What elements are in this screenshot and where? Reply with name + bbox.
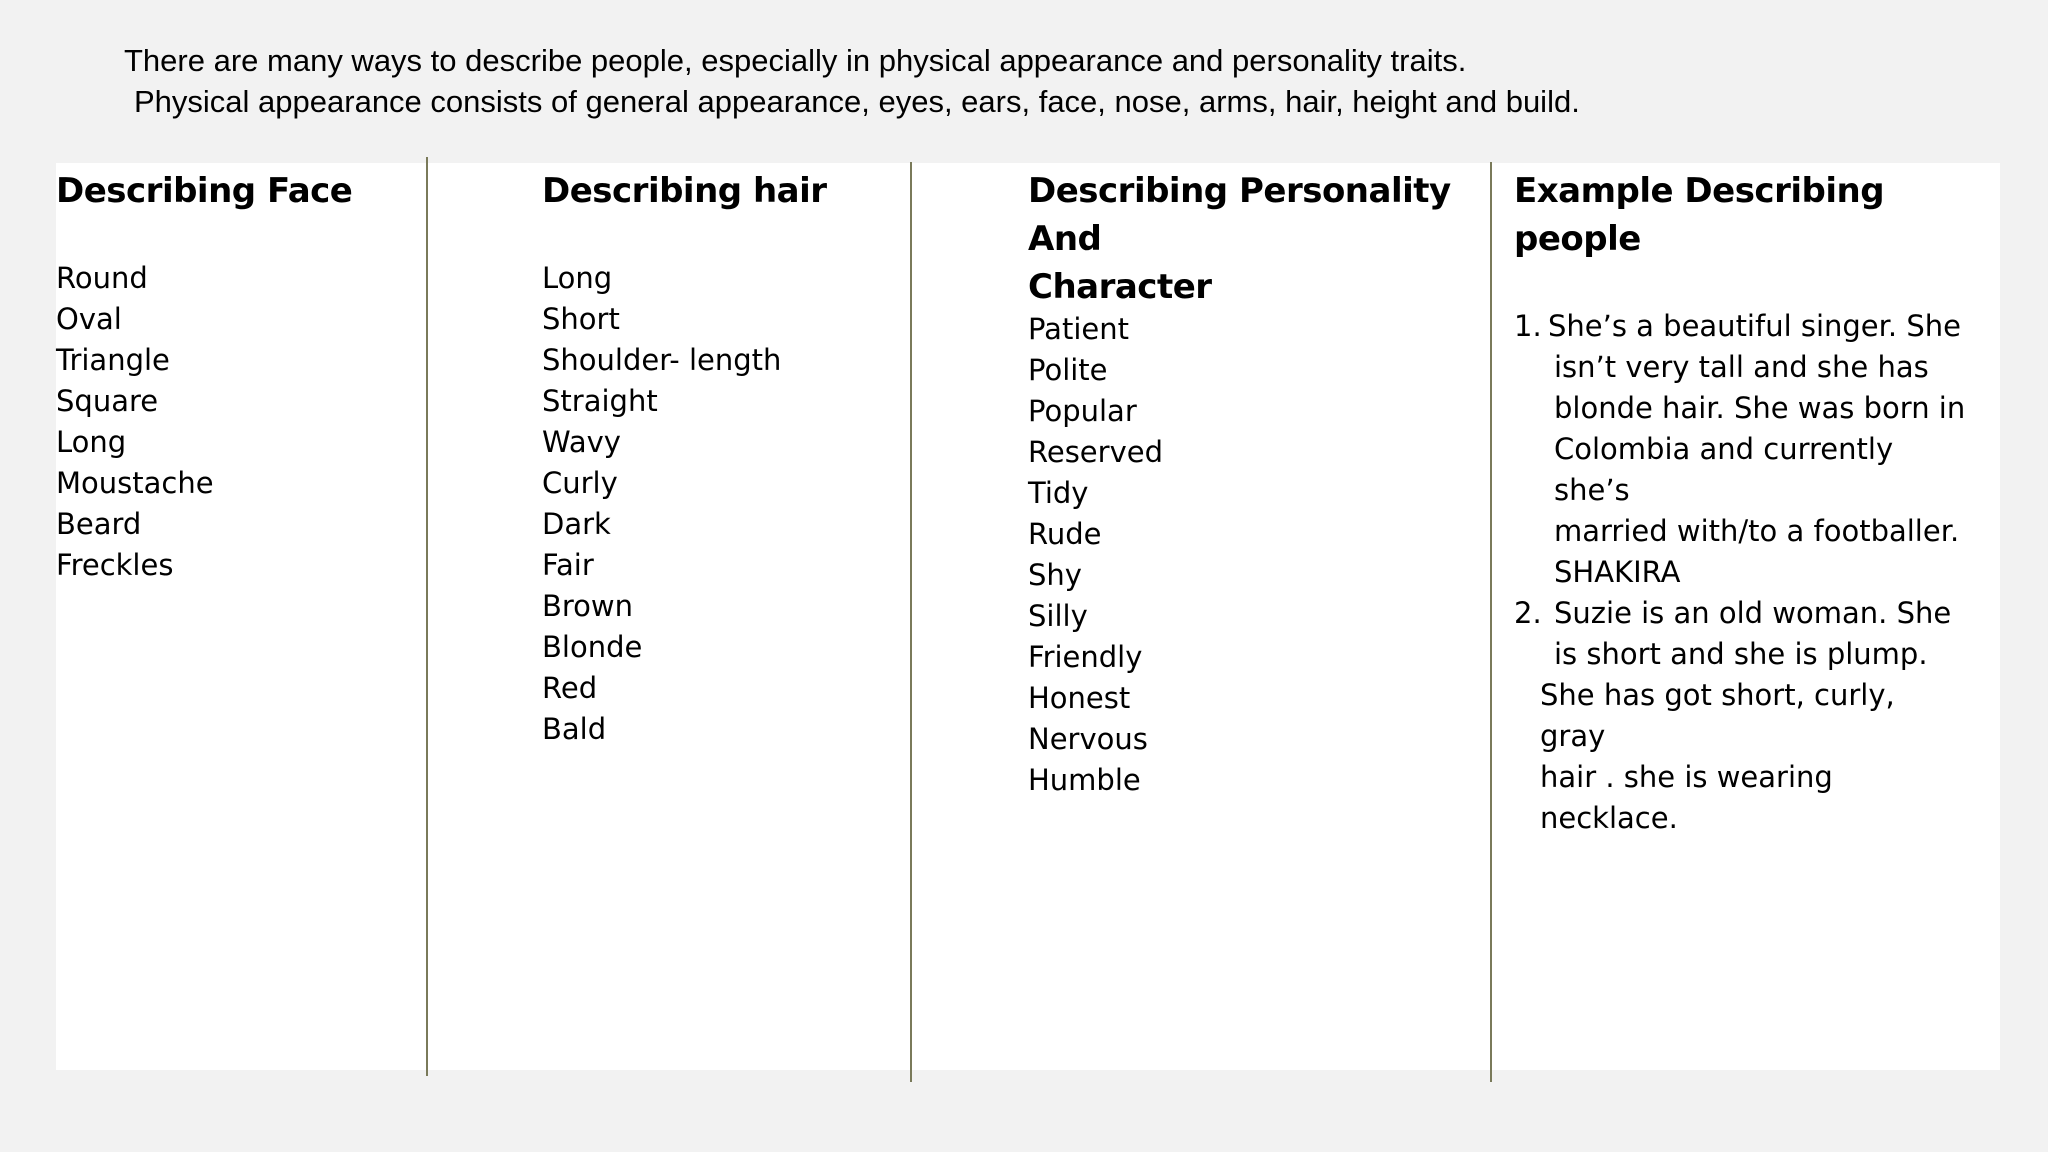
example-line: She’s a beautiful singer. She: [1548, 309, 1961, 343]
list-item: Square: [56, 384, 159, 418]
column-heading-line: Character: [1028, 267, 1212, 307]
list-item: Long: [56, 425, 127, 459]
list-item: Long: [542, 261, 613, 295]
list-item: Beard: [56, 507, 142, 541]
example-line: hair . she is wearing necklace.: [1540, 760, 1833, 835]
example-entry: [1514, 306, 1994, 593]
list-item: Nervous: [1028, 722, 1148, 756]
column-heading-line: Describing Personality And: [1028, 171, 1451, 259]
column-divider: [426, 157, 428, 1076]
list-item: Bald: [542, 712, 607, 746]
list-item: Oval: [56, 302, 122, 336]
column-example-describing-people: [1514, 163, 1994, 839]
list-item: Brown: [542, 589, 634, 623]
column-heading: Example Describing people: [1514, 171, 1885, 259]
list-item: Polite: [1028, 353, 1108, 387]
column-describing-hair: [542, 163, 902, 750]
list-item: Shoulder- length: [542, 343, 782, 377]
intro-line-1: There are many ways to describe people, especially in physical appearance and personality traits.: [124, 43, 1467, 78]
column-heading: [1028, 163, 1488, 311]
list-item: Short: [542, 302, 620, 336]
list-item: Freckles: [56, 548, 174, 582]
list-item: Moustache: [56, 466, 214, 500]
example-line: Colombia and currently she’s: [1554, 432, 1894, 507]
example-line: Suzie is an old woman. She: [1554, 596, 1952, 630]
example-line: married with/to a footballer.: [1554, 514, 1960, 548]
list-item: Fair: [542, 548, 594, 582]
list-item: Dark: [542, 507, 611, 541]
example-text: [1540, 593, 1968, 839]
example-entry: [1514, 593, 1994, 839]
list-item: Popular: [1028, 394, 1137, 428]
example-text: [1548, 306, 1968, 593]
list-item: Round: [56, 261, 148, 295]
intro-text: [124, 40, 1580, 122]
list-item: Rude: [1028, 517, 1102, 551]
example-list: [1514, 306, 1994, 839]
example-line: She has got short, curly, gray: [1540, 678, 1895, 753]
column-describing-personality: [1028, 163, 1488, 801]
list-item: Blonde: [542, 630, 643, 664]
list-item: Reserved: [1028, 435, 1163, 469]
list-item: Friendly: [1028, 640, 1143, 674]
list-item: Shy: [1028, 558, 1082, 592]
column-heading: Describing Face: [56, 171, 353, 211]
list-item: Patient: [1028, 312, 1129, 346]
list-item: Curly: [542, 466, 618, 500]
hair-word-list: [542, 258, 902, 750]
column-heading: Describing hair: [542, 171, 827, 211]
column-describing-face: [56, 163, 416, 586]
example-line: blonde hair. She was born in: [1554, 391, 1966, 425]
example-number: 1.: [1514, 309, 1542, 343]
column-divider: [910, 162, 912, 1082]
example-line: isn’t very tall and she has: [1554, 350, 1929, 384]
list-item: Honest: [1028, 681, 1131, 715]
personality-word-list: [1028, 309, 1488, 801]
list-item: Red: [542, 671, 598, 705]
list-item: Wavy: [542, 425, 621, 459]
list-item: Tidy: [1028, 476, 1089, 510]
intro-line-2: Physical appearance consists of general appearance, eyes, ears, face, nose, arms, hair, height and build.: [134, 84, 1580, 119]
list-item: Triangle: [56, 343, 170, 377]
example-line: is short and she is plump.: [1554, 637, 1928, 671]
list-item: Silly: [1028, 599, 1088, 633]
list-item: Straight: [542, 384, 658, 418]
column-divider: [1490, 162, 1492, 1082]
example-line: SHAKIRA: [1554, 555, 1681, 589]
example-number: 2.: [1514, 596, 1542, 630]
list-item: Humble: [1028, 763, 1141, 797]
face-word-list: [56, 258, 416, 586]
